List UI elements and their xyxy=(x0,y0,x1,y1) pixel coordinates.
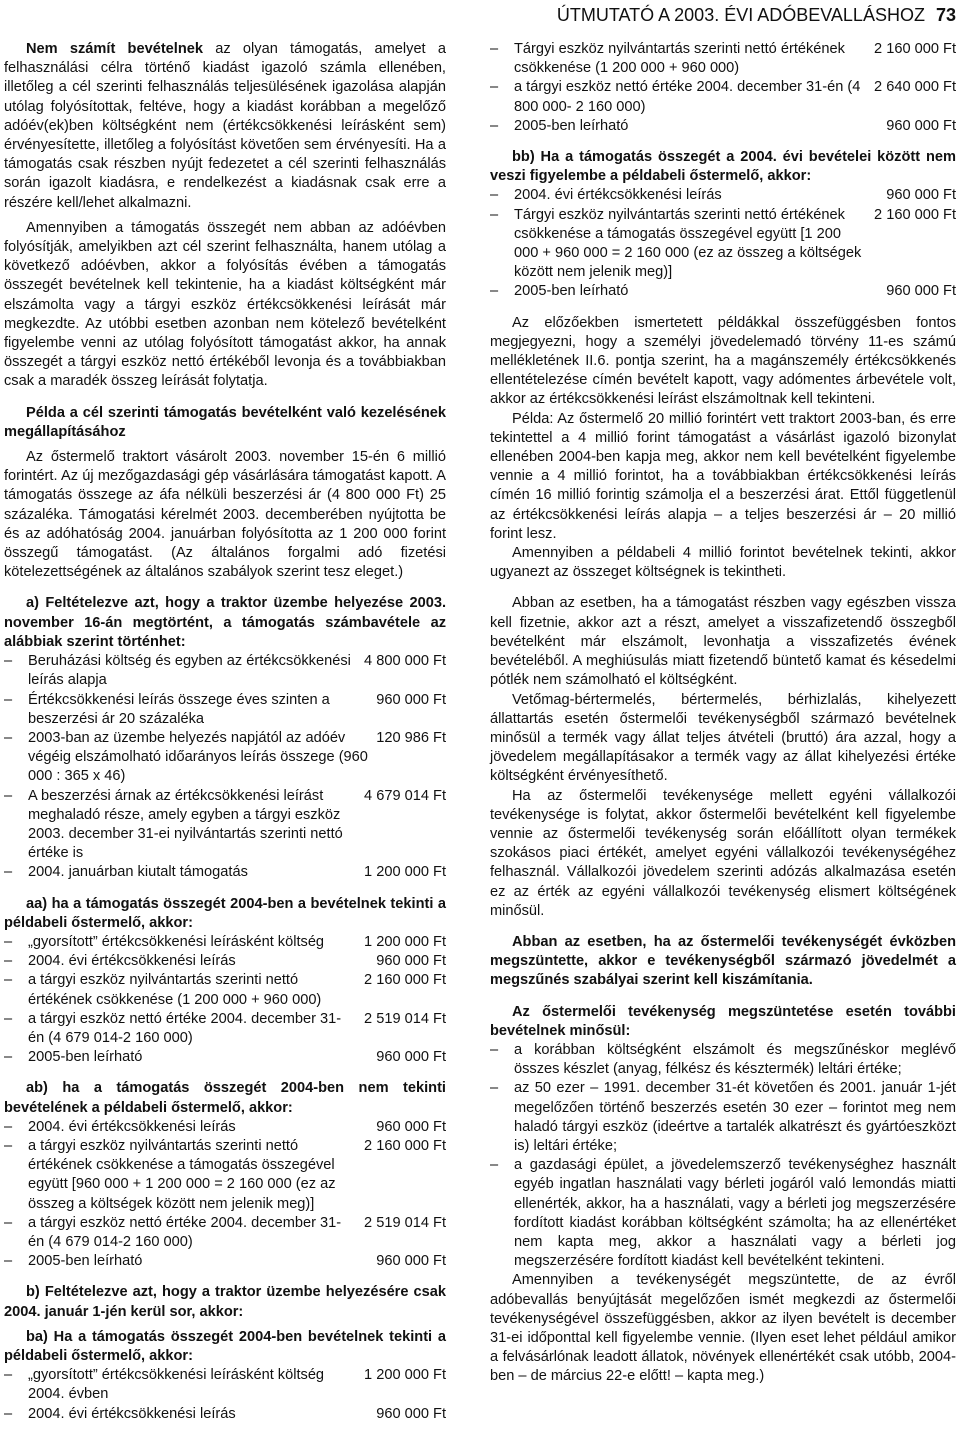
paragraph-tractor-example: Példa: Az őstermelő 20 millió forintért vett traktort 2003-ban, és erre tekintettel a 4 millió forint támogatást a vásárlást igazoló bizonylat ellenében 2004-ben kapja meg, akkor nem kell bevételként figyelembe vennie a 4 millió forintot, ha a továbbiakban értékcsökkenési leírás címén 16 millió forintig számolja el a beszerzési árat. Ettől függetlenül az értékcsökkenési leírás alapja – a teljes beszerzési ár – 20 millió forint lesz. xyxy=(490,410,956,542)
list-item-text: Tárgyi eszköz nyilvántartás szerinti nettó értékének csökkenése (1 200 000 + 960 000) xyxy=(514,41,845,77)
page-header xyxy=(557,4,956,26)
header-title: ÚTMUTATÓ A 2003. ÉVI ADÓBEVALLÁSHOZ xyxy=(556,5,925,25)
list-item xyxy=(4,1366,446,1404)
list-item xyxy=(490,40,956,78)
list-dash: – xyxy=(4,1214,13,1231)
list-dash: – xyxy=(4,953,13,970)
list-item-text: 2005-ben leírható xyxy=(514,117,629,134)
case-bb-heading: bb) Ha a támogatás összegét a 2004. évi bevételei között nem veszi figyelembe a példabeli őstermelő, akkor: xyxy=(490,149,956,185)
list-dash: – xyxy=(490,79,499,96)
list-item xyxy=(490,117,956,136)
list-item-text: a tárgyi eszköz nettó értéke 2004. december 31-én (4 679 014-2 160 000) xyxy=(28,1214,342,1250)
list-dash: – xyxy=(490,187,499,204)
paragraph-restart: Amennyiben a tevékenységét megszüntette, de az évről adóbevallás benyújtását megelőzően ismét megkezdi az őstermelői tevékenységével összefüggésben, akkor az ilyen bevételt is december 31-ei időponttal kell figyelembe vennie. (Ilyen eset lehet például amikor a felvásárlónak leadott állatok, növények ellenértékét csak utóbb, 2004-ben – de március 22-e előtt! – kapta meg.) xyxy=(490,1272,956,1385)
list-item-text: a gazdasági épület, a jövedelemszerző tevékenységhez használt egyéb ingatlan használati vagy bérleti jogáról való lemondás miatti ellenérték, akkor, ha a használati, vagy a bérleti jog megszerzésére fordított kiadást korábban költségként számolta; ha az ellenértéket nem kapta meg, akkor a használati vagy a bérleti jog megszerzésére fordított kiadást kell bevételként tekinteni. xyxy=(514,1157,956,1270)
list-item-amount: 960 000 Ft xyxy=(886,283,956,300)
list-dash: – xyxy=(4,653,13,670)
list-item xyxy=(4,1405,446,1424)
list-item xyxy=(4,787,446,864)
list-item-amount: 960 000 Ft xyxy=(886,117,956,134)
list-item-amount: 2 519 014 Ft xyxy=(364,1214,446,1231)
list-item-text: 2004. évi értékcsökkenési leírás xyxy=(28,1405,236,1422)
list-item-text: a tárgyi eszköz nettó értéke 2004. december 31-én (4 679 014-2 160 000) xyxy=(28,1010,342,1046)
list-item-text: „gyorsított” értékcsökkenési leírásként költség xyxy=(28,933,325,950)
list-item xyxy=(4,1252,446,1271)
list-item xyxy=(4,1010,446,1048)
list-item-text: a tárgyi eszköz nyilvántartás szerinti nettó értékének csökkenése a támogatás összegével együtt [960 000 + 1 200 000 = 2 160 000 (ez az összeg a költségek között nem jelenik meg)] xyxy=(28,1137,336,1212)
list-item-text: az 50 ezer – 1991. december 31-ét követően és 2001. január 1-jét megelőzően történő beszerzés esetén 30 ezer – forintot meg nem haladó tárgyi eszköz (ideértve a tartalék alkatrészt és gyártóeszközt is) leltári értéke; xyxy=(514,1080,956,1154)
list-item-text: 2004. évi értékcsökkenési leírás xyxy=(28,953,236,970)
list-item-text: a tárgyi eszköz nettó értéke 2004. december 31-én (4 800 000- 2 160 000) xyxy=(514,79,861,115)
list-item-amount: 2 160 000 Ft xyxy=(874,41,956,57)
list-item xyxy=(4,863,446,882)
example-heading: Példa a cél szerinti támogatás bevételként való kezelésének megállapításához xyxy=(4,404,446,440)
case-a-list xyxy=(4,652,446,882)
list-item-text: A beszerzési árnak az értékcsökkenési leírást meghaladó része, amely egyben a tárgyi eszköz 2003. december 31-ei nyilvántartás szerinti nettó értéke is xyxy=(28,787,343,862)
list-item xyxy=(4,1048,446,1067)
list-item-amount: 960 000 Ft xyxy=(376,1405,446,1422)
list-dash: – xyxy=(4,1049,13,1066)
list-item xyxy=(490,1079,956,1156)
list-item xyxy=(4,729,446,787)
list-item xyxy=(4,1118,446,1137)
list-item xyxy=(4,652,446,690)
case-ba-heading: ba) Ha a támogatás összegét 2004-ben bevételnek tekinti a példabeli őstermelő, akkor: xyxy=(4,1328,446,1364)
right-column xyxy=(490,40,956,1387)
paragraph-body: az olyan támogatás, amelyet a felhasználási célra történő kiadást igazoló számla ellenében, illetőleg a cél szerinti felhasználás teljesülésének igazolása alapján utólag folyósítottak, feltéve, hogy a kiadást korábban a megelőző adóév(ek)ben költségként nem (értékcsökkenési leírásként sem) érvényesítette, illetőleg a folyósítást követően sem érvényesíti. Ha a támogatás csak részben nyújt fedezetet a cél szerinti felhasználás során igazolt kiadásra, e rendelkezést a kiadásnak csak erre a részére kell/lehet alkalmazni. xyxy=(4,41,446,211)
list-dash: – xyxy=(4,864,13,881)
list-item-text: 2003-ban az üzembe helyezés napjától az adóév végéig elszámolható időarányos leírás összege (960 000 : 365 x 46) xyxy=(28,729,368,785)
list-dash: – xyxy=(490,1041,499,1058)
paragraph-repayment: Abban az esetben, ha a támogatást részben vagy egészben vissza kell fizetnie, akkor azt a részt, amelyet a visszafizetendő összegből bevételként már elszámolt, levonhatja a visszafizetés évének bevételéből. A meghiúsulás miatt fizetendő büntető kamat és késedelmi pótlék nem számolható el költségként. xyxy=(490,595,956,689)
list-item-amount: 1 200 000 Ft xyxy=(364,1367,446,1384)
list-item-text: 2004. évi értékcsökkenési leírás xyxy=(28,1118,236,1135)
list-item-amount: 4 679 014 Ft xyxy=(364,787,446,804)
list-item-amount: 120 986 Ft xyxy=(376,729,446,746)
list-item-text: 2004. januárban kiutalt támogatás xyxy=(28,864,248,881)
list-item-amount: 2 160 000 Ft xyxy=(874,206,956,223)
list-item-text: „gyorsított” értékcsökkenési leírásként költség 2004. évben xyxy=(28,1367,325,1403)
case-a-heading: a) Feltételezve azt, hogy a traktor üzembe helyezése 2003. november 16-án megtörtént, a támogatás számbavétele az alábbiak szerint történhet: xyxy=(4,595,446,650)
list-item-amount: 4 800 000 Ft xyxy=(364,653,446,670)
paragraph-not-income xyxy=(4,40,446,213)
list-item-text: Tárgyi eszköz nyilvántartás szerinti nettó értékének csökkenése a támogatás összegével együtt [1 200 000 + 960 000 = 2 160 000 (ez az összeg a költségek között nem jelenik meg)] xyxy=(514,206,862,281)
list-item-text: 2005-ben leírható xyxy=(514,283,629,300)
list-item-amount: 960 000 Ft xyxy=(376,1253,446,1270)
list-item xyxy=(490,1156,956,1271)
cessation-heading: Az őstermelői tevékenység megszüntetése esetén további bevételnek minősül: xyxy=(490,1003,956,1039)
list-item xyxy=(490,1041,956,1079)
list-item xyxy=(4,933,446,952)
case-bb-list xyxy=(490,186,956,301)
case-ab-heading: ab) ha a támogatás összegét 2004-ben nem tekinti bevételének a példabeli őstermelő, akkor: xyxy=(4,1080,446,1116)
list-dash: – xyxy=(4,1010,13,1027)
paragraph-cost-alternative: Amennyiben a példabeli 4 millió forintot bevételnek tekinti, akkor ugyanezt az összeget költségnek is tekintheti. xyxy=(490,545,956,581)
list-item xyxy=(4,952,446,971)
list-item-text: a korábban költségként elszámolt és megszűnéskor meglévő összes készlet (anyag, félkész és késztermék) leltári értéke; xyxy=(514,1041,956,1078)
list-dash: – xyxy=(4,972,13,989)
list-dash: – xyxy=(4,933,13,950)
list-dash: – xyxy=(490,41,499,57)
page-number: 73 xyxy=(935,5,956,25)
list-dash: – xyxy=(490,1157,499,1174)
case-ba-continued-list xyxy=(490,40,956,136)
list-item-amount: 960 000 Ft xyxy=(376,1049,446,1066)
list-item xyxy=(4,691,446,729)
list-item-amount: 1 200 000 Ft xyxy=(364,933,446,950)
list-item-amount: 1 200 000 Ft xyxy=(364,864,446,881)
paragraph-lead: Nem számít bevételnek xyxy=(26,41,203,57)
list-dash: – xyxy=(490,1080,499,1097)
list-item-text: 2005-ben leírható xyxy=(28,1253,143,1270)
list-item-text: 2004. évi értékcsökkenési leírás xyxy=(514,187,722,204)
list-dash: – xyxy=(4,1405,13,1422)
list-dash: – xyxy=(4,787,13,804)
list-dash: – xyxy=(490,117,499,134)
list-dash: – xyxy=(4,1367,13,1384)
cessation-list xyxy=(490,1041,956,1271)
list-item xyxy=(490,186,956,205)
list-item-text: a tárgyi eszköz nyilvántartás szerinti nettó értékének csökkenése (1 200 000 + 960 000) xyxy=(28,972,322,1008)
list-dash: – xyxy=(490,206,499,223)
paragraph-sole-trader: Ha az őstermelői tevékenysége mellett egyéni vállalkozói tevékenysége is folytat, akkor őstermelői bevételként kell figyelembe vennie az őstermelői tevékenység során előállított olyan termékek szokásos piaci értékét, amelyet egyéni vállalkozói tevékenységéhez felhasznál. Vállalkozói jövedelem szerinti adózás alkalmazása esetén ez az érték az egyéni vállalkozói tevékenység elismert költségének minősül. xyxy=(490,787,956,919)
case-ba-list xyxy=(4,1366,446,1424)
list-dash: – xyxy=(4,1137,13,1154)
list-item-amount: 2 519 014 Ft xyxy=(364,1010,446,1027)
list-dash: – xyxy=(490,283,499,300)
list-item-amount: 960 000 Ft xyxy=(886,187,956,204)
list-item-amount: 2 160 000 Ft xyxy=(364,972,446,989)
list-item xyxy=(4,1214,446,1252)
list-item xyxy=(4,1137,446,1214)
list-item xyxy=(490,78,956,116)
case-ab-list xyxy=(4,1118,446,1272)
list-item-text: 2005-ben leírható xyxy=(28,1049,143,1066)
list-item-amount: 2 640 000 Ft xyxy=(874,79,956,96)
list-dash: – xyxy=(4,691,13,708)
list-dash: – xyxy=(4,1253,13,1270)
list-item-amount: 960 000 Ft xyxy=(376,953,446,970)
list-item xyxy=(490,282,956,301)
list-dash: – xyxy=(4,729,13,746)
case-aa-list xyxy=(4,933,446,1067)
case-b-heading: b) Feltételezve azt, hogy a traktor üzembe helyezésére csak 2004. január 1-jén kerül sor, akkor: xyxy=(4,1284,446,1320)
paragraph-cessation-notice: Abban az esetben, ha az őstermelői tevékenységét évközben megszüntette, akkor e tevékenységből származó jövedelmét a megszűnés szabályai szerint kell kiszámítania. xyxy=(490,933,956,989)
paragraph-szja-annex: Az előzőekben ismertetett példákkal összefüggésben fontos megjegyezni, hogy a személyi jövedelemadó törvény 11-es számú mellékletének II.6. pontja szerint, ha a magánszemély értékcsökkenés ellentételezése címén bevételt kapott, vagy adómentes árbevétele volt, akkor az értékcsökkenési leírást elszámoltnak kell tekinteni. xyxy=(490,314,956,408)
paragraph-subsidy-timing: Amennyiben a támogatás összegét nem abban az adóévben folyósítják, amelyikben azt cél szerint felhasználta, hanem utólag a következő adóévben, akkor a folyósítás évében a támogatás összegét bevételnek kell tekintenie, ha a kiadást költségként már elszámolta vagy a tárgyi eszköz értékcsökkenési leírását már megkezdte. Az utóbbi esetben azonban nem kötelező bevételként figyelembe venni az utólag folyósított támogatást akkor, ha annak összegét a tárgyi eszköz nettó értékéből levonja és a továbbiakban csak a maradék összeg leírását folytatja. xyxy=(4,219,446,390)
list-dash: – xyxy=(4,1118,13,1135)
list-item-amount: 960 000 Ft xyxy=(376,691,446,708)
left-column xyxy=(4,40,446,1424)
list-item-text: Értékcsökkenési leírás összege éves szinten a beszerzési ár 20 százaléka xyxy=(28,691,330,727)
case-aa-heading: aa) ha a támogatás összegét 2004-ben a bevételnek tekinti a példabeli őstermelő, akkor: xyxy=(4,895,446,931)
example-description: Az őstermelő traktort vásárolt 2003. november 15-én 6 millió forintért. Az új mezőgazdasági gép vásárlására támogatást kapott. A támogatás összege az áfa nélküli beszerzési ár (4 800 000 Ft) 25 százaléka. Támogatási kérelmét 2003. decemberében nyújtotta be és az adóhatóság 2004. januárban folyósította az 1 200 000 forint összegű támogatást. (Az általános forgalmi adó fizetési kötelezettségének az általános szabályok szerint tesz eleget.) xyxy=(4,449,446,581)
list-item-amount: 2 160 000 Ft xyxy=(364,1137,446,1154)
list-item-amount: 960 000 Ft xyxy=(376,1118,446,1135)
list-item xyxy=(490,206,956,283)
list-item-text: Beruházási költség és egyben az értékcsökkenési leírás alapja xyxy=(28,653,351,689)
paragraph-contract-farming: Vetőmag-bértermelés, bértermelés, bérhizlalás, kihelyezett állattartás esetén őstermelői tevékenységből származó bevételnek minősül a termék vagy állat teljes átvételi (bruttó) ára azzal, hogy a jövedelem megállapításakor a termék vagy az állat kihelyezési értéke költségként érvényesíthető. xyxy=(490,691,956,785)
list-item xyxy=(4,971,446,1009)
